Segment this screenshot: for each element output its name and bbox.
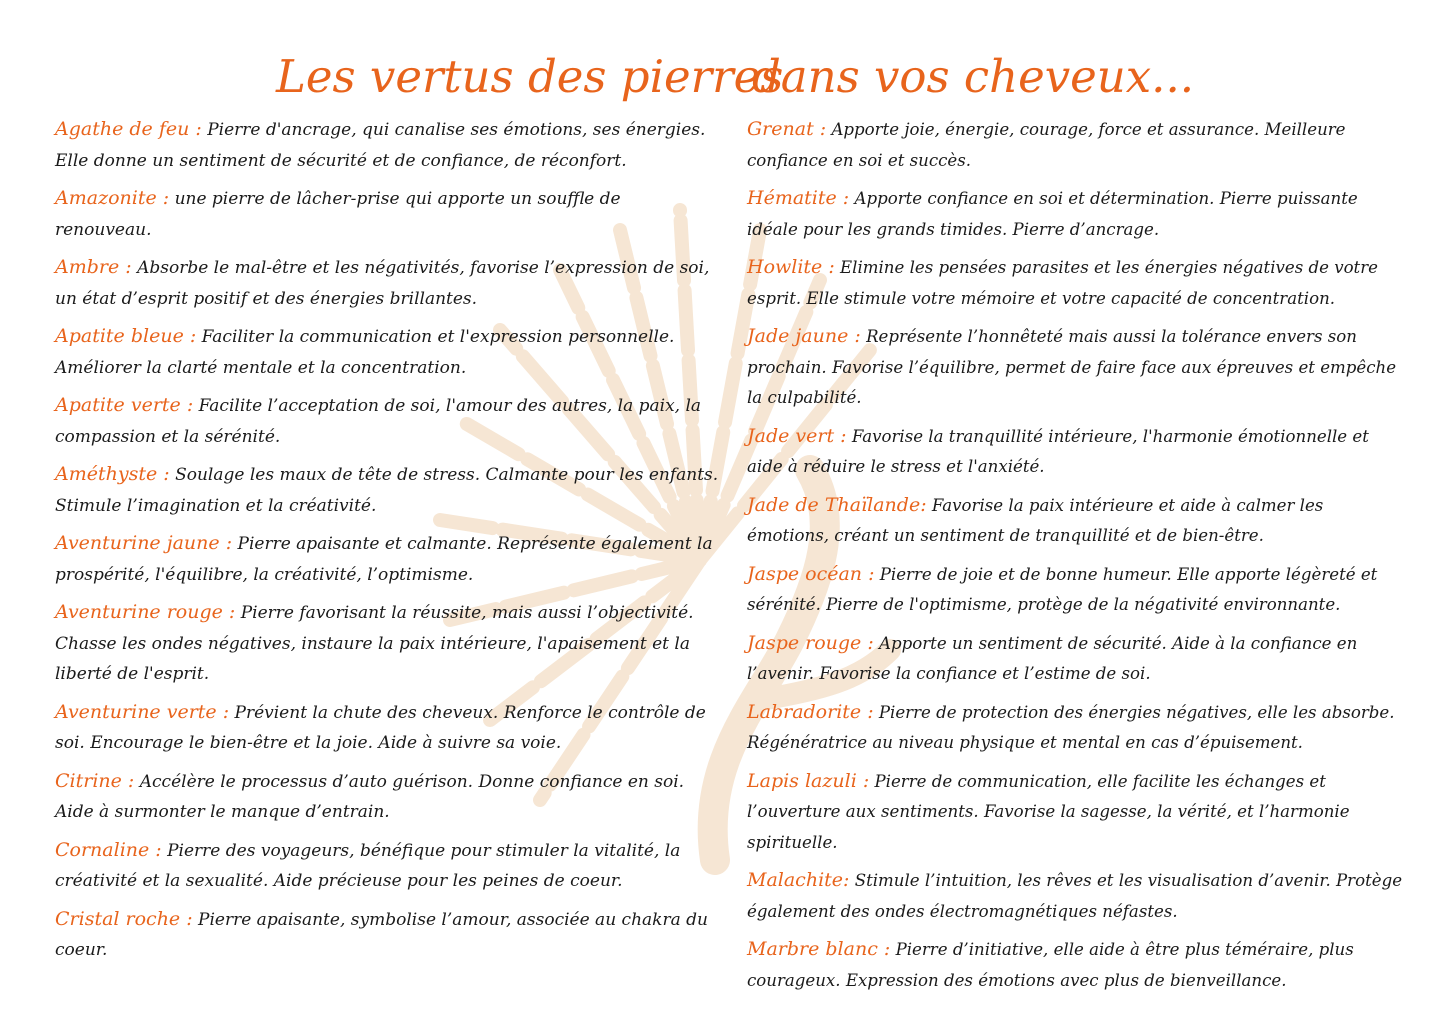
- stone-description: Pierre apaisante et calmante. Représente également la prospérité, l'équilibre, la créativité, l’optimisme.: [55, 534, 713, 585]
- stone-description: Apporte joie, énergie, courage, force et assurance. Meilleure confiance en soi et succès.: [747, 120, 1346, 170]
- stone-entry: [55, 597, 720, 690]
- stone-name: Ambre :: [55, 256, 132, 278]
- stone-entry: [747, 252, 1407, 314]
- stone-entry: [55, 252, 720, 314]
- stone-name: Malachite:: [747, 869, 850, 891]
- stone-name: Aventurine verte :: [55, 700, 230, 723]
- stone-description: Absorbe le mal-être et les négativités, favorise l’expression de soi, un état d’esprit positif et des énergies brillantes.: [55, 258, 710, 309]
- stone-entry: [747, 490, 1407, 552]
- stone-description: Soulage les maux de tête de stress. Calmante pour les enfants. Stimule l’imagination et la créativité.: [55, 465, 719, 516]
- stone-entry: [55, 321, 720, 383]
- stone-name: Apatite bleue :: [55, 325, 197, 347]
- stone-entry: [747, 321, 1407, 414]
- stone-entry: [747, 421, 1407, 483]
- page-title-left: Les vertus des pierres: [276, 50, 784, 103]
- stone-description: Apporte confiance en soi et détermination. Pierre puissante idéale pour les grands timides. Pierre d’ancrage.: [747, 189, 1358, 239]
- stone-entry: [747, 697, 1407, 759]
- stone-name: Amazonite :: [55, 187, 170, 209]
- stone-entry: [55, 114, 720, 176]
- stone-entry: [55, 835, 720, 897]
- stone-description: Favorise la tranquillité intérieure, l'harmonie émotionnelle et aide à réduire le stress et l'anxiété.: [747, 426, 1369, 476]
- stone-name: Howlite :: [747, 256, 835, 278]
- stone-name: Citrine :: [55, 769, 135, 792]
- stone-name: Marbre blanc :: [747, 938, 891, 960]
- stone-entry: [747, 114, 1407, 176]
- stone-entry: [747, 865, 1407, 927]
- stone-description: Prévient la chute des cheveux. Renforce le contrôle de soi. Encourage le bien-être et la joie. Aide à suivre sa voie.: [55, 702, 706, 753]
- stone-name: Agathe de feu :: [55, 118, 202, 140]
- stone-description: Accélère le processus d’auto guérison. Donne confiance en soi. Aide à surmonter le manque d’entrain.: [55, 771, 685, 822]
- stone-name: Jaspe rouge :: [747, 631, 874, 654]
- stone-name: Hématite :: [747, 187, 850, 209]
- stone-description: Stimule l’intuition, les rêves et les visualisation d’avenir. Protège également des ondes électromagnétiques néfastes.: [747, 871, 1403, 921]
- stone-description: Pierre d’initiative, elle aide à être plus téméraire, plus courageux. Expression des émotions avec plus de bienveillance.: [747, 940, 1354, 990]
- left-column: [55, 114, 720, 973]
- page-title-right: dans vos cheveux...: [752, 50, 1195, 103]
- stone-description: Pierre des voyageurs, bénéfique pour stimuler la vitalité, la créativité et la sexualité. Aide précieuse pour les peines de coeur.: [55, 840, 681, 891]
- stone-description: Pierre d'ancrage, qui canalise ses émotions, ses énergies. Elle donne un sentiment de sécurité et de confiance, de réconfort.: [55, 120, 706, 171]
- stone-name: Jaspe océan :: [747, 562, 875, 585]
- stone-entry: [55, 766, 720, 828]
- stone-entry: [747, 766, 1407, 859]
- stone-name: Aventurine rouge :: [55, 601, 236, 623]
- stone-entry: [747, 559, 1407, 621]
- stone-name: Jade vert :: [747, 424, 847, 447]
- stone-name: Jade de Thaïlande:: [747, 493, 927, 516]
- stone-description: Pierre favorisant la réussite, mais aussi l’objectivité. Chasse les ondes négatives, instaure la paix intérieure, l'apaisement et la liberté de l'esprit.: [55, 603, 694, 684]
- stone-name: Lapis lazuli :: [747, 769, 870, 792]
- stone-description: Pierre de protection des énergies négatives, elle les absorbe. Régénératrice au niveau physique et mental en cas d’épuisement.: [747, 702, 1395, 752]
- stone-entry: [55, 459, 720, 521]
- stone-entry: [747, 183, 1407, 245]
- stone-entry: [55, 904, 720, 966]
- stone-name: Améthyste :: [55, 463, 170, 485]
- stone-description: Favorise la paix intérieure et aide à calmer les émotions, créant un sentiment de tranquillité et de bien-être.: [747, 495, 1324, 545]
- stone-description: une pierre de lâcher-prise qui apporte un souffle de renouveau.: [55, 189, 621, 240]
- stone-description: Elimine les pensées parasites et les énergies négatives de votre esprit. Elle stimule votre mémoire et votre capacité de concentration.: [747, 258, 1378, 308]
- stone-entry: [55, 697, 720, 759]
- stone-name: Apatite verte :: [55, 394, 194, 416]
- stone-entry: [55, 183, 720, 245]
- stone-entry: [747, 628, 1407, 690]
- right-column: [747, 114, 1407, 1003]
- stone-name: Jade jaune :: [747, 325, 861, 347]
- stone-description: Facilite l’acceptation de soi, l'amour des autres, la paix, la compassion et la sérénité.: [55, 396, 702, 447]
- stone-description: Représente l’honnêteté mais aussi la tolérance envers son prochain. Favorise l’équilibre, permet de faire face aux épreuves et empêche la culpabilité.: [747, 327, 1397, 407]
- stone-description: Pierre de joie et de bonne humeur. Elle apporte légèreté et sérénité. Pierre de l'optimisme, protège de la négativité environnante.: [747, 564, 1378, 614]
- stone-name: Aventurine jaune :: [55, 532, 233, 554]
- stone-name: Cristal roche :: [55, 907, 193, 930]
- stone-name: Labradorite :: [747, 700, 874, 723]
- stone-description: Pierre de communication, elle facilite les échanges et l’ouverture aux sentiments. Favorise la sagesse, la vérité, et l’harmonie spirituelle.: [747, 771, 1350, 852]
- stone-entry: [55, 390, 720, 452]
- stone-name: Grenat :: [747, 118, 827, 140]
- stone-entry: [747, 934, 1407, 996]
- stone-name: Cornaline :: [55, 838, 162, 861]
- stone-description: Apporte un sentiment de sécurité. Aide à la confiance en l’avenir. Favorise la confiance et l’estime de soi.: [747, 633, 1358, 683]
- stone-description: Faciliter la communication et l'expression personnelle. Améliorer la clarté mentale et la concentration.: [55, 327, 675, 378]
- stone-entry: [55, 528, 720, 590]
- stone-description: Pierre apaisante, symbolise l’amour, associée au chakra du coeur.: [55, 909, 708, 960]
